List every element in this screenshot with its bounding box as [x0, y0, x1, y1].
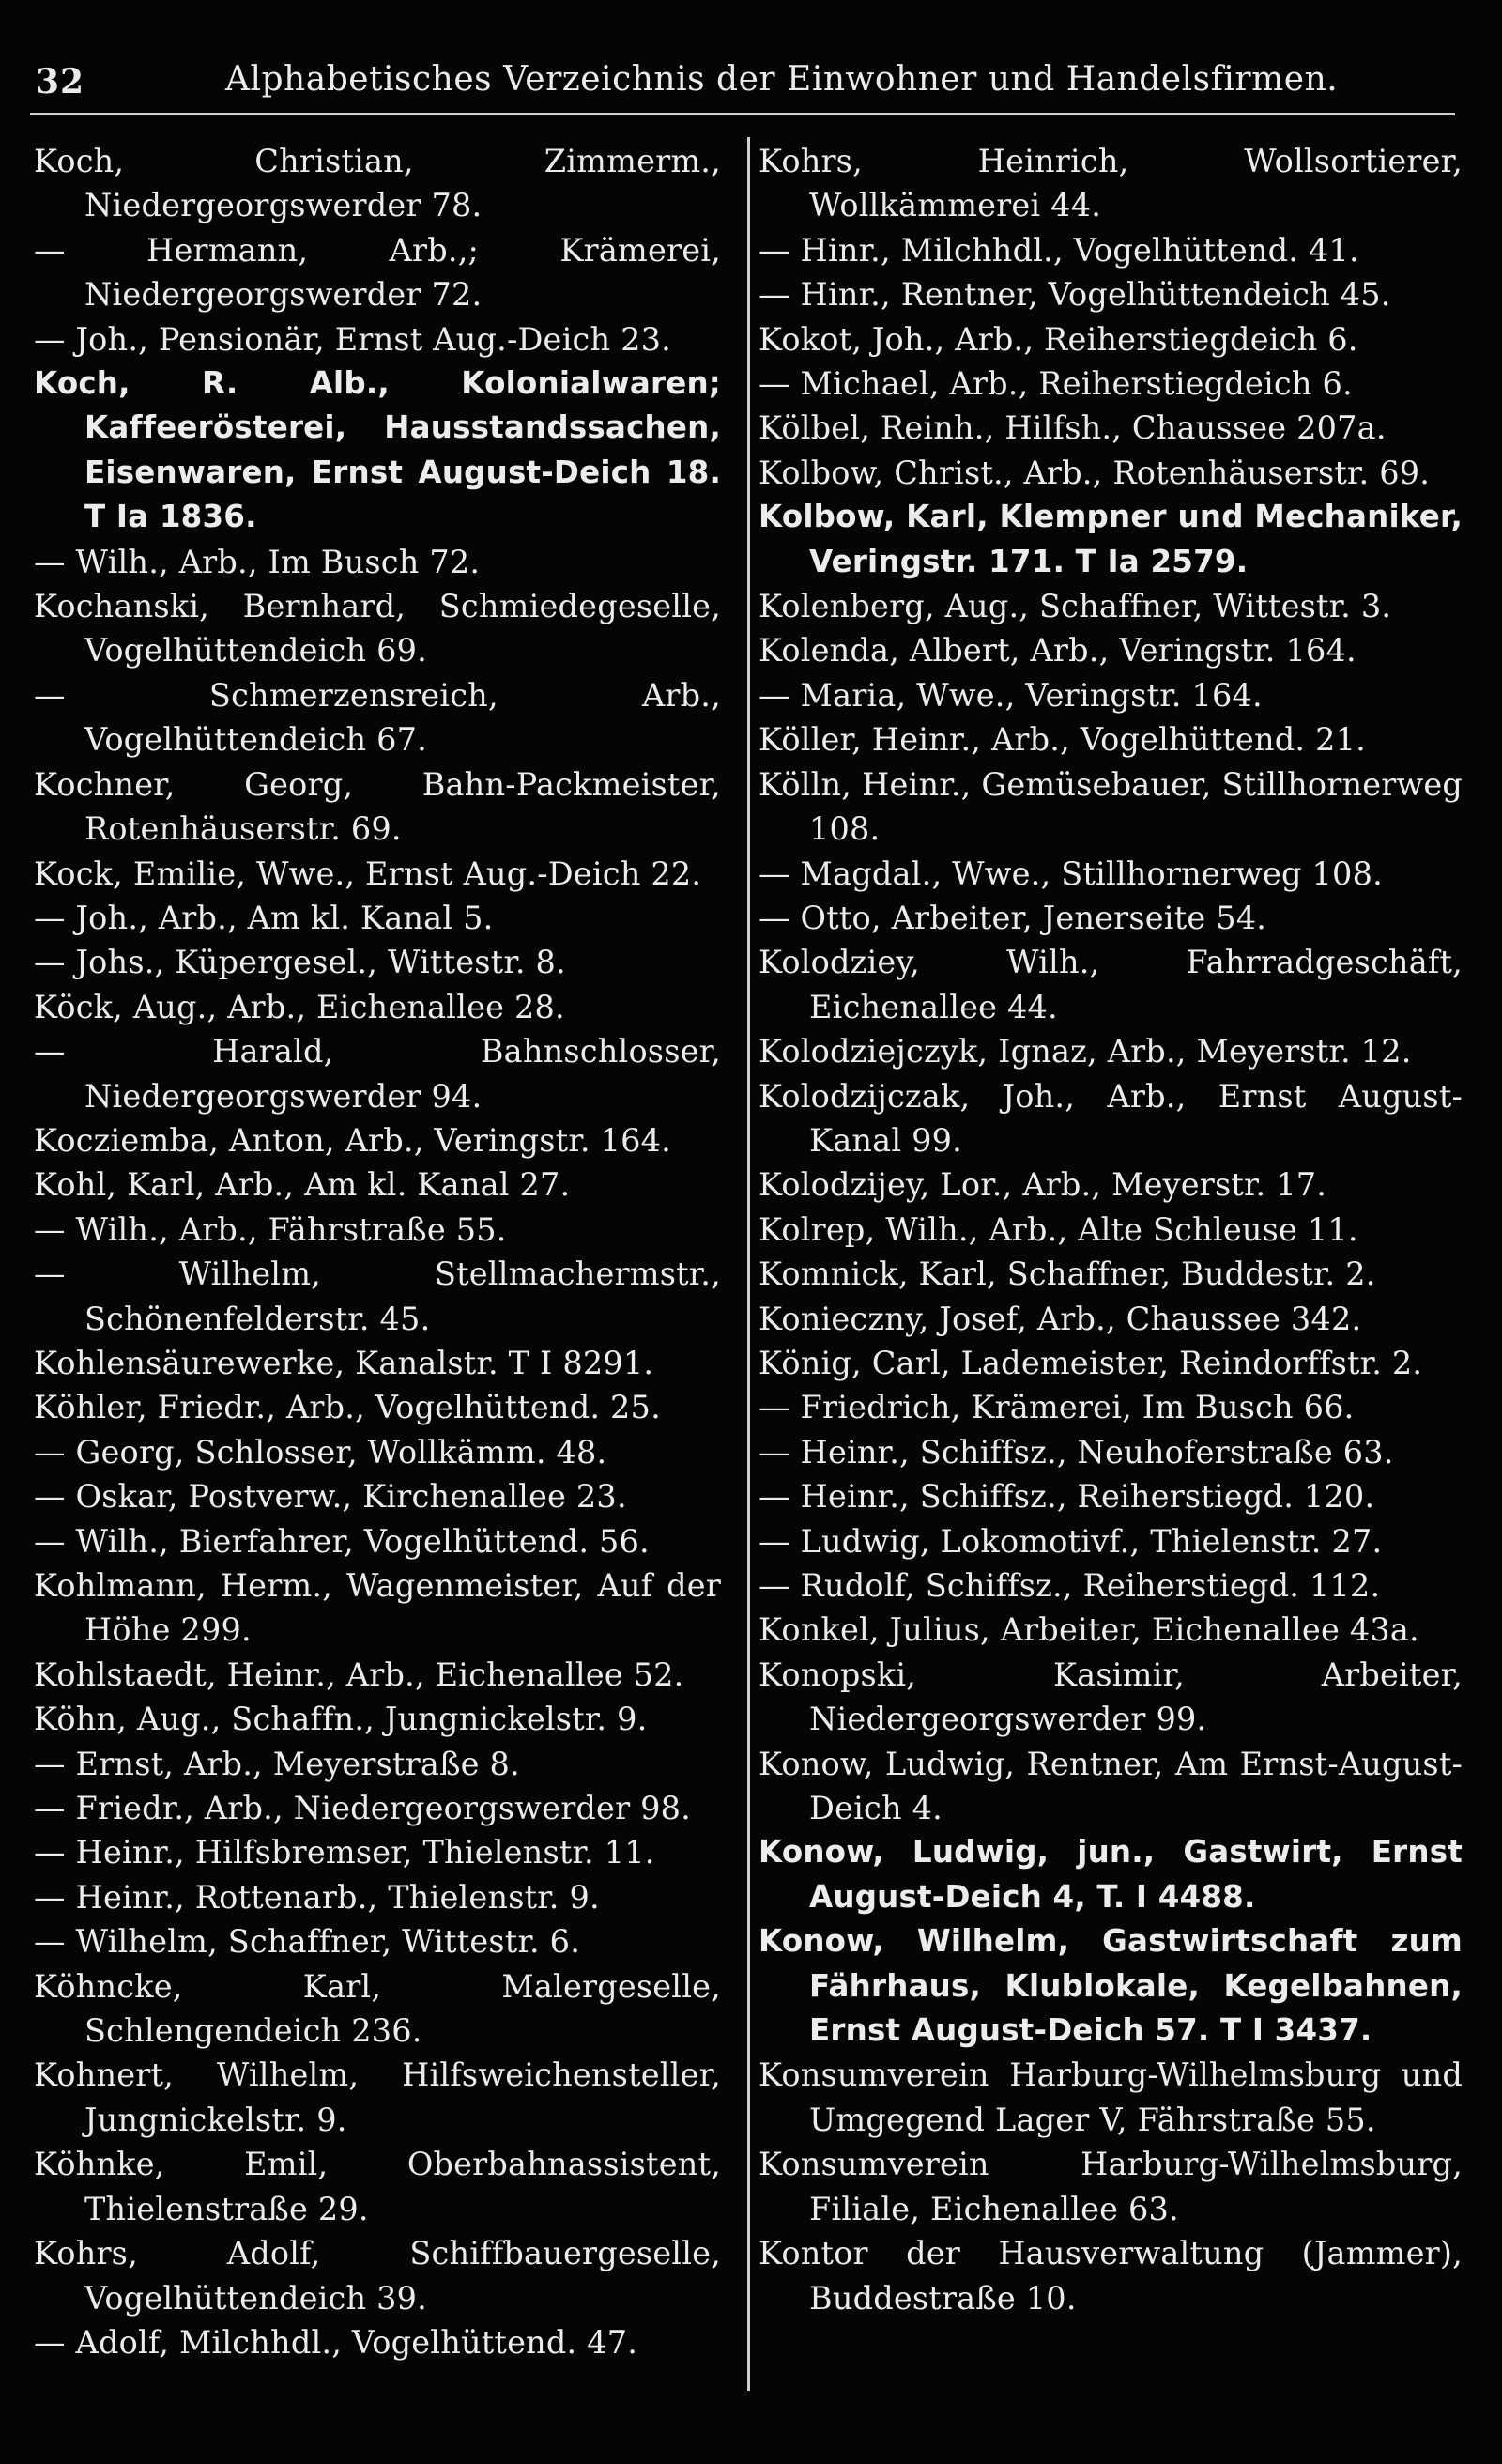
- directory-entry: — Wilh., Bierfahrer, Vogelhüttend. 56.: [34, 1522, 650, 1560]
- directory-entry: Konow, Ludwig, jun., Gastwirt, Ernst August-Deich 4, T. I 4488.: [759, 1834, 1463, 1915]
- directory-entry: — Otto, Arbeiter, Jenerseite 54.: [759, 899, 1267, 936]
- directory-entry: Konsumverein Harburg-Wilhelmsburg und Umgegend Lager V, Fährstraße 55.: [759, 2056, 1463, 2138]
- directory-entry: Konow, Wilhelm, Gastwirtschaft zum Fährhaus, Klublokale, Kegelbahnen, Ernst August-Deich 57. T I 3437.: [759, 1923, 1463, 2049]
- directory-entry: Kölbel, Reinh., Hilfsh., Chaussee 207a.: [759, 409, 1387, 447]
- directory-entry: — Oskar, Postverw., Kirchenallee 23.: [34, 1478, 627, 1516]
- directory-entry: — Heinr., Schiffsz., Reiherstiegd. 120.: [759, 1478, 1375, 1516]
- directory-entry: Kohnert, Wilhelm, Hilfsweichensteller, Jungnickelstr. 9.: [34, 2056, 721, 2138]
- directory-entry: Kohlensäurewerke, Kanalstr. T I 8291.: [34, 1344, 654, 1381]
- directory-entry: — Wilh., Arb., Fährstraße 55.: [34, 1210, 507, 1248]
- directory-entry: Köck, Aug., Arb., Eichenallee 28.: [34, 988, 565, 1025]
- column-divider: [747, 137, 750, 2391]
- directory-entry: — Heinr., Schiffsz., Neuhoferstraße 63.: [759, 1433, 1394, 1471]
- directory-entry: Kolenberg, Aug., Schaffner, Wittestr. 3.: [759, 588, 1392, 625]
- directory-entry: — Ludwig, Lokomotivf., Thielenstr. 27.: [759, 1522, 1383, 1560]
- directory-entry: Kocziemba, Anton, Arb., Veringstr. 164.: [34, 1121, 671, 1159]
- directory-entry: Kohrs, Heinrich, Wollsortierer, Wollkämmerei 44.: [759, 143, 1463, 224]
- right-column: [759, 139, 1463, 2320]
- directory-entry: — Ernst, Arb., Meyerstraße 8.: [34, 1745, 520, 1782]
- directory-entry: Kohrs, Adolf, Schiffbauergeselle, Vogelhüttendeich 39.: [34, 2235, 721, 2317]
- directory-entry: — Michael, Arb., Reiherstiegdeich 6.: [759, 365, 1353, 403]
- directory-entry: Kolodziey, Wilh., Fahrradgeschäft, Eichenallee 44.: [759, 944, 1463, 1025]
- directory-entry: Kohlmann, Herm., Wagenmeister, Auf der Höhe 299.: [34, 1567, 721, 1649]
- directory-entry: Konieczny, Josef, Arb., Chaussee 342.: [759, 1300, 1362, 1337]
- directory-entry: Kolbow, Karl, Klempner und Mechaniker, Veringstr. 171. T Ia 2579.: [759, 499, 1463, 579]
- directory-entry: Kölln, Heinr., Gemüsebauer, Stillhornerweg 108.: [759, 765, 1463, 848]
- directory-entry: Konkel, Julius, Arbeiter, Eichenallee 43a.: [759, 1611, 1419, 1649]
- directory-entry: — Wilhelm, Schaffner, Wittestr. 6.: [34, 1923, 581, 1961]
- directory-entry: — Maria, Wwe., Veringstr. 164.: [759, 676, 1263, 714]
- directory-entry: Köhncke, Karl, Malergeselle, Schlengendeich 236.: [34, 1967, 721, 2050]
- directory-entry: Kohl, Karl, Arb., Am kl. Kanal 27.: [34, 1166, 571, 1204]
- directory-entry: Kontor der Hausverwaltung (Jammer), Buddestraße 10.: [759, 2235, 1463, 2317]
- directory-entry: Kolrep, Wilh., Arb., Alte Schleuse 11.: [759, 1210, 1358, 1248]
- directory-entry: — Hinr., Milchhdl., Vogelhüttend. 41.: [759, 231, 1359, 269]
- directory-entry: — Hermann, Arb.,; Krämerei, Niedergeorgswerder 72.: [34, 231, 721, 314]
- directory-entry: Kochanski, Bernhard, Schmiedegeselle, Vogelhüttendeich 69.: [34, 588, 721, 670]
- running-title: Alphabetisches Verzeichnis der Einwohner und Handelsfirmen.: [225, 60, 1339, 99]
- directory-entry: Köller, Heinr., Arb., Vogelhüttend. 21.: [759, 721, 1366, 759]
- directory-entry: Konow, Ludwig, Rentner, Am Ernst-August-Deich 4.: [759, 1745, 1463, 1827]
- directory-entry: — Joh., Pensionär, Ernst Aug.-Deich 23.: [34, 320, 671, 358]
- directory-entry: König, Carl, Lademeister, Reindorffstr. 2.: [759, 1344, 1423, 1381]
- directory-entry: Komnick, Karl, Schaffner, Buddestr. 2.: [759, 1255, 1376, 1293]
- directory-entry: Kochner, Georg, Bahn-Packmeister, Rotenhäuserstr. 69.: [34, 765, 721, 848]
- directory-entry: Kolodzijey, Lor., Arb., Meyerstr. 17.: [759, 1166, 1327, 1204]
- directory-entry: — Heinr., Hilfsbremser, Thielenstr. 11.: [34, 1834, 655, 1871]
- directory-entry: Köhn, Aug., Schaffn., Jungnickelstr. 9.: [34, 1701, 648, 1738]
- directory-entry: Konopski, Kasimir, Arbeiter, Niedergeorgswerder 99.: [759, 1656, 1463, 1738]
- directory-entry: Kolodzijczak, Joh., Arb., Ernst August-Kanal 99.: [759, 1077, 1463, 1159]
- directory-entry: — Wilhelm, Stellmachermstr., Schönenfelderstr. 45.: [34, 1255, 721, 1337]
- directory-entry: Kolenda, Albert, Arb., Veringstr. 164.: [759, 632, 1356, 670]
- left-column: [34, 139, 721, 2364]
- directory-entry: — Johs., Küpergesel., Wittestr. 8.: [34, 944, 566, 981]
- directory-entry: Kokot, Joh., Arb., Reiherstiegdeich 6.: [759, 320, 1358, 358]
- page-header: [0, 54, 1502, 111]
- directory-entry: Koch, Christian, Zimmerm., Niedergeorgswerder 78.: [34, 143, 721, 224]
- directory-entry: — Magdal., Wwe., Stillhornerweg 108.: [759, 855, 1383, 892]
- directory-entry: — Hinr., Rentner, Vogelhüttendeich 45.: [759, 276, 1391, 314]
- directory-entry: — Heinr., Rottenarb., Thielenstr. 9.: [34, 1878, 600, 1916]
- page-number: 32: [36, 62, 85, 101]
- directory-entry: Köhnke, Emil, Oberbahnassistent, Thielenstraße 29.: [34, 2146, 721, 2227]
- directory-entry: — Adolf, Milchhdl., Vogelhüttend. 47.: [34, 2323, 638, 2361]
- directory-entry: — Friedrich, Krämerei, Im Busch 66.: [759, 1389, 1355, 1426]
- header-rule: [30, 113, 1455, 116]
- directory-entry: — Joh., Arb., Am kl. Kanal 5.: [34, 899, 494, 936]
- directory-entry: Kolbow, Christ., Arb., Rotenhäuserstr. 69.: [759, 454, 1431, 491]
- directory-entry: — Georg, Schlosser, Wollkämm. 48.: [34, 1433, 607, 1471]
- directory-entry: — Friedr., Arb., Niedergeorgswerder 98.: [34, 1790, 692, 1827]
- directory-entry: — Harald, Bahnschlosser, Niedergeorgswerder 94.: [34, 1033, 721, 1115]
- directory-entry: — Rudolf, Schiffsz., Reiherstiegd. 112.: [759, 1567, 1381, 1604]
- directory-entry: Kolodziejczyk, Ignaz, Arb., Meyerstr. 12.: [759, 1033, 1412, 1070]
- directory-entry: — Wilh., Arb., Im Busch 72.: [34, 543, 481, 580]
- directory-entry: — Schmerzensreich, Arb., Vogelhüttendeich 67.: [34, 676, 721, 759]
- directory-entry: Kock, Emilie, Wwe., Ernst Aug.-Deich 22.: [34, 855, 702, 892]
- directory-entry: Köhler, Friedr., Arb., Vogelhüttend. 25.: [34, 1389, 661, 1426]
- directory-entry: Koch, R. Alb., Kolonialwaren; Kaffeerösterei, Hausstandssachen, Eisenwaren, Ernst August-Deich 18. T Ia 1836.: [34, 365, 721, 535]
- directory-entry: Kohlstaedt, Heinr., Arb., Eichenallee 52.: [34, 1656, 684, 1693]
- directory-entry: Konsumverein Harburg-Wilhelmsburg, Filiale, Eichenallee 63.: [759, 2146, 1463, 2227]
